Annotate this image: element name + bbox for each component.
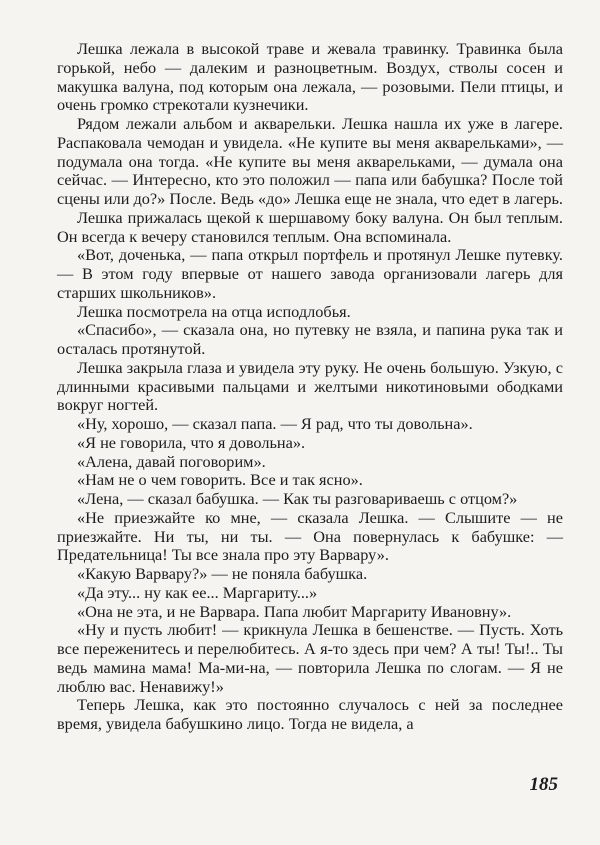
paragraph: «Нам не о чем говорить. Все и так ясно». <box>77 470 363 490</box>
paragraph: Лешка лежала в высокой траве и жевала травинку. Травинка была горькой, небо — далеким и разноцветным. Воздух, стволы сосен и макушка валуна, под которым она лежала, — розовыми. Пели птицы, и очень громко стрекотали кузнечики. <box>57 39 563 115</box>
paragraph: «Да эту... ну как ее... Маргариту...» <box>77 582 318 602</box>
paragraph: «Какую Варвару?» — не поняла бабушка. <box>77 564 368 583</box>
paragraph: «Ну, хорошо, — сказал папа. — Я рад, что ты довольна». <box>77 414 473 433</box>
paragraph: Лешка посмотрела на отца исподлобья. <box>77 301 351 321</box>
paragraph: «Она не эта, и не Варвара. Папа любит Маргариту Ивановну». <box>77 601 512 621</box>
paragraph: «Лена, — сказал бабушка. — Как ты разговариваешь с отцом?» <box>77 489 518 508</box>
paragraph: «Ну и пусть любит! — крикнула Лешка в бешенстве. — Пусть. Хоть все переженитесь и перелюбитесь. А я-то здесь при чем? А ты! Ты!.. Ты ведь мамина мама! Ма-ми-на, — повторила Лешка по слогам. — Я не люблю вас. Ненавижу!» <box>57 620 563 696</box>
body-text <box>57 40 563 734</box>
paragraph: «Я не говорила, что я довольна». <box>77 432 306 452</box>
paragraph: «Вот, доченька, — папа открыл портфель и протянул Лешке путевку. — В этом году впервые от нашего завода организовали лагерь для старших школьников». <box>57 245 563 302</box>
paragraph: Теперь Лешка, как это постоянно случалось с ней за последнее время, увидела бабушкино лицо. Тогда не видела, а <box>57 695 563 733</box>
paragraph: Лешка прижалась щекой к шершавому боку валуна. Он был теплым. Он всегда к вечеру становился теплым. Она вспоминала. <box>57 207 563 246</box>
paragraph: «Не приезжайте ко мне, — сказала Лешка. — Слышите — не приезжайте. Ни ты, ни ты. — Она повернулась к бабушке: — Предательница! Ты все знала про эту Варвару». <box>57 507 563 565</box>
paragraph: Рядом лежали альбом и акварельки. Лешка нашла их уже в лагере. Распаковала чемодан и увидела. «Не купите вы меня акварельками», — подумала она тогда. «Не купите вы меня акварельками, — думала она сейчас. — Интересно, кто это положил — папа или бабушка? После той сцены или до?» После. Ведь «до» Лешка еще не знала, что едет в лагерь. <box>57 114 563 208</box>
paragraph: «Спасибо», — сказала она, но путевку не взяла, и папина рука так и осталась протянутой. <box>57 320 563 358</box>
paragraph: Лешка закрыла глаза и увидела эту руку. Не очень большую. Узкую, с длинными красивыми пальцами и желтыми никотиновыми ободками вокруг ногтей. <box>57 357 563 415</box>
paragraph: «Алена, давай поговорим». <box>77 451 266 471</box>
page-number: 185 <box>529 774 558 795</box>
